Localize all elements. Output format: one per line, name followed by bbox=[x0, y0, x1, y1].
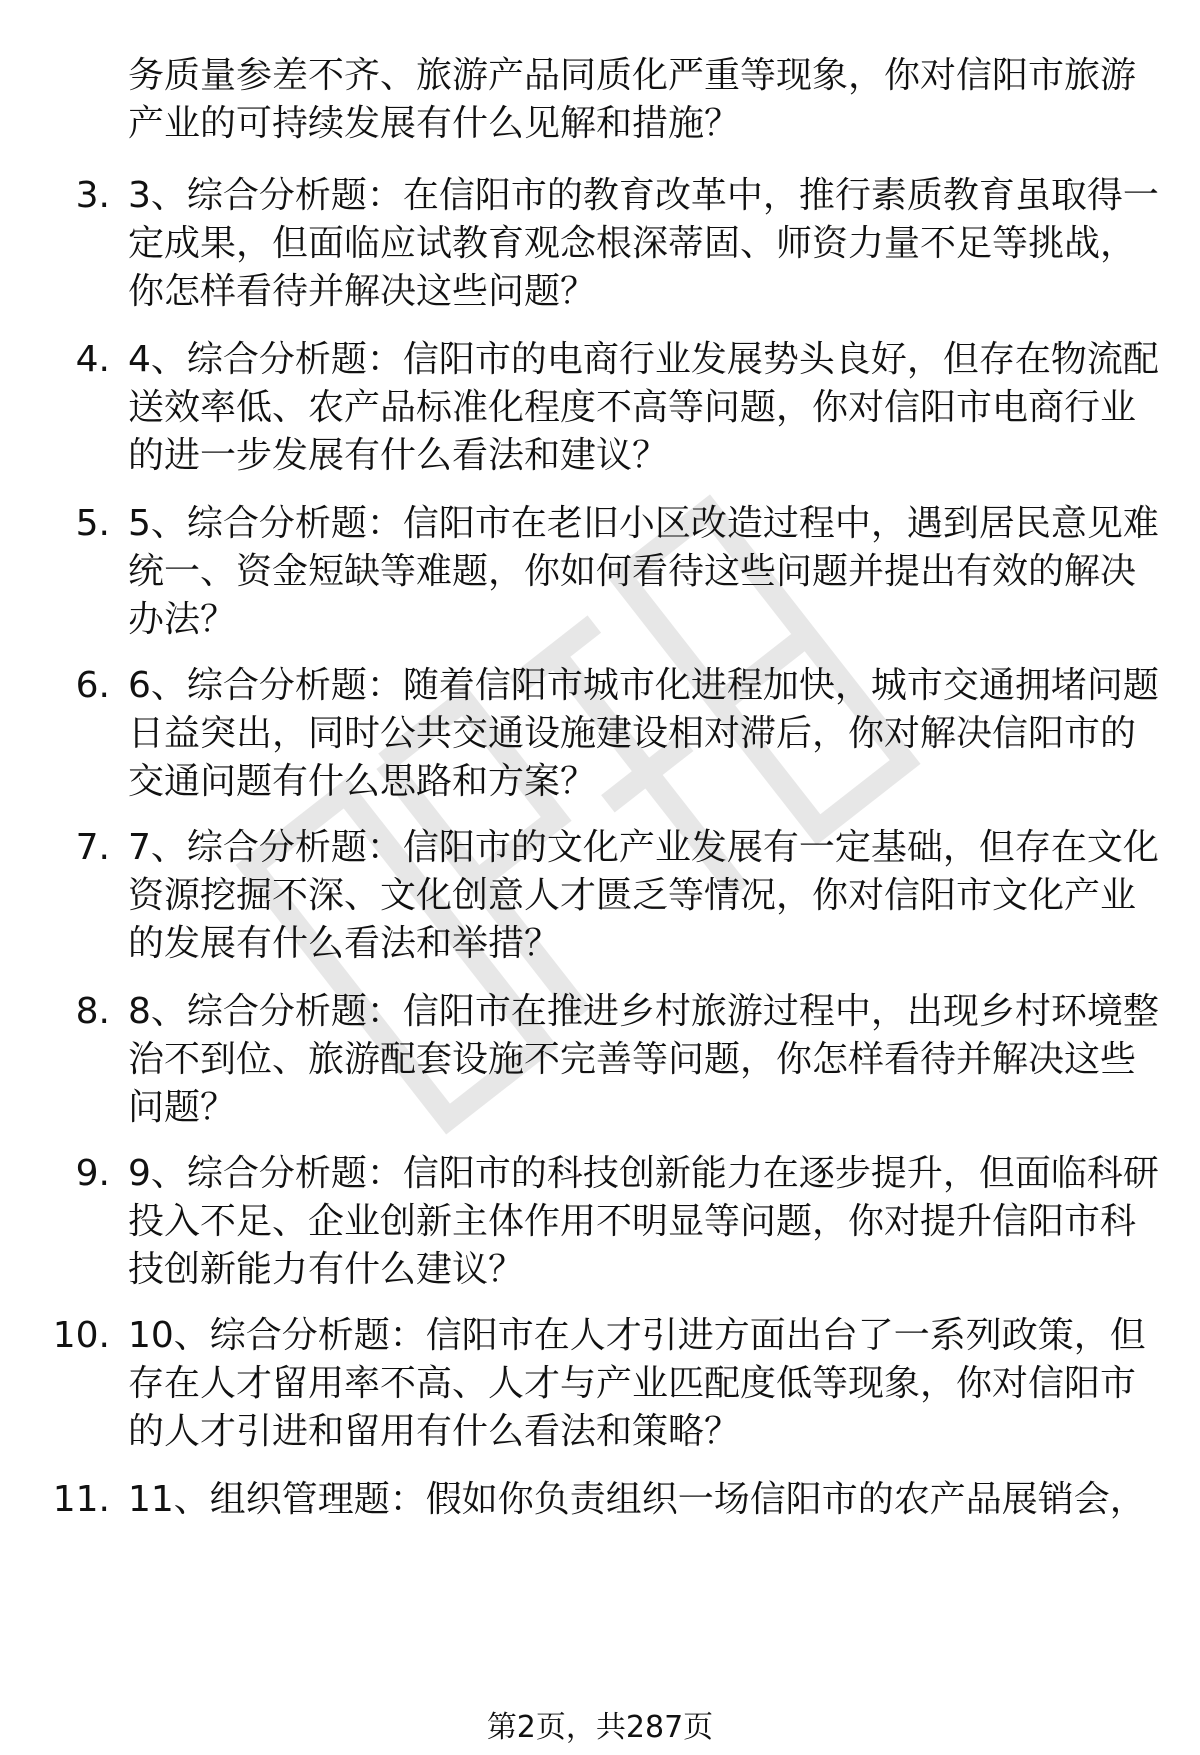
list-item-text: 4、综合分析题：信阳市的电商行业发展势头良好，但存在物流配 送效率低、农产品标准化程度不高等问题，你对信阳市电商行业 的进一步发展有什么看法和建议？ bbox=[128, 339, 1159, 476]
list-item-number: 9. bbox=[75, 1153, 110, 1194]
list-item-number: 11. bbox=[52, 1479, 110, 1520]
list-item-number: 8. bbox=[75, 991, 110, 1032]
list-item-text: 10、综合分析题：信阳市在人才引进方面出台了一系列政策，但 存在人才留用率不高、人才与产业匹配度低等现象，你对信阳市 的人才引进和留用有什么看法和策略？ bbox=[128, 1315, 1146, 1452]
list-item-text: 5、综合分析题：信阳市在老旧小区改造过程中，遇到居民意见难 统一、资金短缺等难题，你如何看待这些问题并提出有效的解决 办法？ bbox=[128, 503, 1159, 640]
list-item-number: 6. bbox=[75, 665, 110, 706]
continuation-text: 务质量参差不齐、旅游产品同质化严重等现象，你对信阳市旅游 产业的可持续发展有什么见解和措施？ bbox=[128, 55, 1137, 144]
list-item-number: 5. bbox=[75, 503, 110, 544]
list-item-number: 4. bbox=[75, 339, 110, 380]
list-item-text: 11、组织管理题：假如你负责组织一场信阳市的农产品展销会， bbox=[128, 1479, 1146, 1520]
list-item-text: 8、综合分析题：信阳市在推进乡村旅游过程中，出现乡村环境整 治不到位、旅游配套设施不完善等问题，你怎样看待并解决这些 问题？ bbox=[128, 991, 1159, 1128]
list-item-number: 3. bbox=[75, 175, 110, 216]
list-item-number: 7. bbox=[75, 827, 110, 868]
list-item-text: 6、综合分析题：随着信阳市城市化进程加快，城市交通拥堵问题 日益突出，同时公共交通设施建设相对滞后，你对解决信阳市的 交通问题有什么思路和方案？ bbox=[128, 665, 1159, 802]
list-item-text: 9、综合分析题：信阳市的科技创新能力在逐步提升，但面临科研 投入不足、企业创新主体作用不明显等问题，你对提升信阳市科 技创新能力有什么建议？ bbox=[128, 1153, 1159, 1290]
list-item-number: 10. bbox=[52, 1315, 110, 1356]
list-item-text: 7、综合分析题：信阳市的文化产业发展有一定基础，但存在文化 资源挖掘不深、文化创意人才匮乏等情况，你对信阳市文化产业 的发展有什么看法和举措？ bbox=[128, 827, 1159, 964]
page-footer: 第2页，共287页 bbox=[486, 1710, 714, 1745]
list-item-text: 3、综合分析题：在信阳市的教育改革中，推行素质教育虽取得一 定成果，但面临应试教育观念根深蒂固、师资力量不足等挑战， 你怎样看待并解决这些问题？ bbox=[128, 175, 1159, 312]
